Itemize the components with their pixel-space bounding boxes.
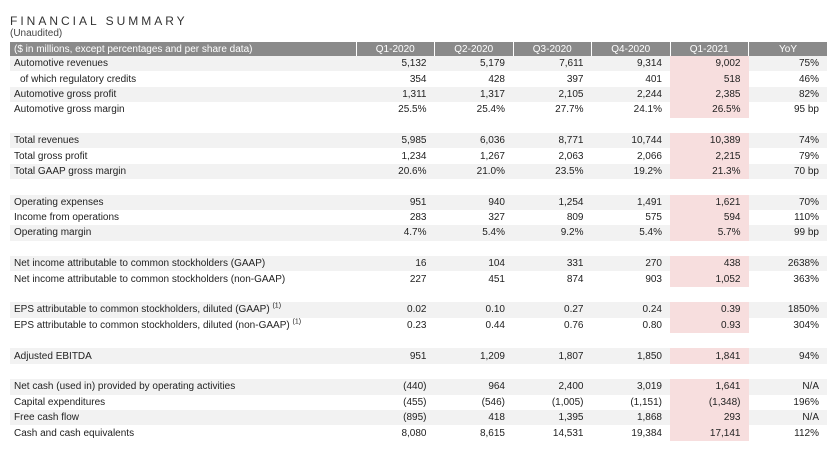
value-cell: 964	[435, 379, 514, 394]
table-row	[10, 210, 827, 225]
row-label	[10, 318, 356, 333]
value-cell: 79%	[749, 148, 828, 163]
table-row	[10, 256, 827, 271]
value-cell: 94%	[749, 348, 828, 363]
value-cell: 21.3%	[670, 164, 749, 179]
row-label-text: Free cash flow	[14, 412, 80, 424]
table-row	[10, 348, 827, 363]
row-label	[10, 56, 356, 71]
row-label-text: Operating expenses	[14, 196, 104, 208]
value-cell: 0.24	[592, 302, 671, 317]
value-cell: 940	[435, 195, 514, 210]
column-header-q3-2020: Q3-2020	[513, 42, 592, 56]
value-cell: 363%	[749, 271, 828, 286]
value-cell: (546)	[435, 395, 514, 410]
table-row	[10, 87, 827, 102]
value-cell: (440)	[356, 379, 435, 394]
value-cell: 0.80	[592, 318, 671, 333]
footnote-marker: (1)	[272, 303, 282, 311]
value-cell: 46%	[749, 71, 828, 86]
row-label-text: Total GAAP gross margin	[14, 165, 127, 177]
report-title: FINANCIAL SUMMARY	[10, 14, 188, 28]
value-cell: 70%	[749, 195, 828, 210]
value-cell: 293	[670, 410, 749, 425]
value-cell: 0.44	[435, 318, 514, 333]
spacer-row	[10, 364, 827, 379]
row-label-text: Capital expenditures	[14, 396, 106, 408]
value-cell: 518	[670, 71, 749, 86]
value-cell: 1,254	[513, 195, 592, 210]
value-cell: 951	[356, 195, 435, 210]
value-cell: 9,002	[670, 56, 749, 71]
value-cell: 8,080	[356, 425, 435, 440]
value-cell: 27.7%	[513, 102, 592, 117]
value-cell: 1,850	[592, 348, 671, 363]
value-cell: 1,621	[670, 195, 749, 210]
value-cell: 2,215	[670, 148, 749, 163]
value-cell: 14,531	[513, 425, 592, 440]
spacer-row	[10, 287, 827, 302]
spacer-row	[10, 179, 827, 194]
table-row	[10, 56, 827, 71]
row-label-text: Net cash (used in) provided by operating activities	[14, 381, 236, 393]
value-cell: 874	[513, 271, 592, 286]
column-header-yoy: YoY	[749, 42, 828, 56]
value-cell: 82%	[749, 87, 828, 102]
spacer-row	[10, 241, 827, 256]
value-cell: 10,389	[670, 133, 749, 148]
value-cell: 9,314	[592, 56, 671, 71]
value-cell: 428	[435, 71, 514, 86]
row-label	[10, 210, 356, 225]
row-label	[10, 102, 356, 117]
row-label	[10, 87, 356, 102]
row-label	[10, 410, 356, 425]
value-cell: 1,641	[670, 379, 749, 394]
row-label-text: Automotive gross margin	[14, 104, 125, 116]
row-label	[10, 302, 356, 317]
value-cell: 5.4%	[592, 225, 671, 240]
value-cell: 2,244	[592, 87, 671, 102]
value-cell: 25.4%	[435, 102, 514, 117]
table-header-row	[10, 42, 827, 56]
value-cell: 6,036	[435, 133, 514, 148]
row-label-text: of which regulatory credits	[20, 73, 137, 85]
value-cell: (895)	[356, 410, 435, 425]
row-label	[10, 71, 356, 86]
value-cell: 110%	[749, 210, 828, 225]
value-cell: N/A	[749, 379, 828, 394]
spacer-cell	[10, 179, 827, 194]
value-cell: 21.0%	[435, 164, 514, 179]
value-cell: 1,868	[592, 410, 671, 425]
table-row	[10, 395, 827, 410]
row-label-text: Income from operations	[14, 212, 120, 224]
row-label	[10, 348, 356, 363]
value-cell: 70 bp	[749, 164, 828, 179]
value-cell: 354	[356, 71, 435, 86]
value-cell: 5,179	[435, 56, 514, 71]
value-cell: 0.23	[356, 318, 435, 333]
value-cell: (1,151)	[592, 395, 671, 410]
value-cell: 270	[592, 256, 671, 271]
table-row	[10, 225, 827, 240]
value-cell: 0.02	[356, 302, 435, 317]
value-cell: 8,771	[513, 133, 592, 148]
value-cell: (1,348)	[670, 395, 749, 410]
value-cell: 0.39	[670, 302, 749, 317]
value-cell: 5.4%	[435, 225, 514, 240]
value-cell: 112%	[749, 425, 828, 440]
value-cell: 2638%	[749, 256, 828, 271]
table-body	[10, 56, 827, 441]
value-cell: 0.76	[513, 318, 592, 333]
value-cell: 1,234	[356, 148, 435, 163]
value-cell: 809	[513, 210, 592, 225]
table-row	[10, 379, 827, 394]
value-cell: 418	[435, 410, 514, 425]
table-row	[10, 71, 827, 86]
report-subtitle: (Unaudited)	[10, 28, 63, 39]
row-label	[10, 395, 356, 410]
value-cell: 104	[435, 256, 514, 271]
value-cell: 951	[356, 348, 435, 363]
value-cell: 24.1%	[592, 102, 671, 117]
footnote-marker: (1)	[292, 318, 302, 326]
value-cell: 438	[670, 256, 749, 271]
row-label-text: Total gross profit	[14, 150, 88, 162]
table-row	[10, 318, 827, 333]
value-cell: 8,615	[435, 425, 514, 440]
value-cell: 99 bp	[749, 225, 828, 240]
value-cell: 74%	[749, 133, 828, 148]
value-cell: 23.5%	[513, 164, 592, 179]
row-label-text: Net income attributable to common stockholders (GAAP)	[14, 258, 266, 270]
row-label	[10, 425, 356, 440]
value-cell: 0.93	[670, 318, 749, 333]
value-cell: 2,063	[513, 148, 592, 163]
value-cell: (455)	[356, 395, 435, 410]
row-label	[10, 225, 356, 240]
row-label	[10, 195, 356, 210]
table-row	[10, 302, 827, 317]
value-cell: 575	[592, 210, 671, 225]
spacer-row	[10, 333, 827, 348]
column-header-label: ($ in millions, except percentages and per share data)	[10, 42, 356, 56]
column-header-q4-2020: Q4-2020	[592, 42, 671, 56]
value-cell: 1,267	[435, 148, 514, 163]
value-cell: 401	[592, 71, 671, 86]
value-cell: 19,384	[592, 425, 671, 440]
row-label-text: Net income attributable to common stockholders (non-GAAP)	[14, 273, 286, 285]
row-label	[10, 271, 356, 286]
value-cell: 9.2%	[513, 225, 592, 240]
value-cell: 1,311	[356, 87, 435, 102]
value-cell: 196%	[749, 395, 828, 410]
row-label	[10, 379, 356, 394]
spacer-cell	[10, 333, 827, 348]
value-cell: 397	[513, 71, 592, 86]
value-cell: 1,209	[435, 348, 514, 363]
value-cell: 1850%	[749, 302, 828, 317]
row-label	[10, 256, 356, 271]
value-cell: 25.5%	[356, 102, 435, 117]
row-label	[10, 148, 356, 163]
value-cell: 451	[435, 271, 514, 286]
value-cell: 10,744	[592, 133, 671, 148]
value-cell: 304%	[749, 318, 828, 333]
spacer-cell	[10, 241, 827, 256]
value-cell: 5,132	[356, 56, 435, 71]
value-cell: 331	[513, 256, 592, 271]
financial-summary-table	[10, 42, 827, 441]
value-cell: 283	[356, 210, 435, 225]
value-cell: 16	[356, 256, 435, 271]
value-cell: 19.2%	[592, 164, 671, 179]
row-label-text: Adjusted EBITDA	[14, 350, 92, 362]
value-cell: 1,491	[592, 195, 671, 210]
value-cell: 95 bp	[749, 102, 828, 117]
table-row	[10, 133, 827, 148]
table-row	[10, 271, 827, 286]
value-cell: 4.7%	[356, 225, 435, 240]
table-row	[10, 195, 827, 210]
value-cell: 1,841	[670, 348, 749, 363]
value-cell: 20.6%	[356, 164, 435, 179]
value-cell: 5,985	[356, 133, 435, 148]
spacer-cell	[10, 118, 827, 133]
value-cell: 1,317	[435, 87, 514, 102]
row-label	[10, 164, 356, 179]
value-cell: 2,400	[513, 379, 592, 394]
row-label-text: Operating margin	[14, 227, 92, 239]
row-label-text: Automotive gross profit	[14, 88, 117, 100]
row-label-text: EPS attributable to common stockholders, diluted (non-GAAP)	[14, 319, 290, 331]
row-label	[10, 133, 356, 148]
value-cell: 7,611	[513, 56, 592, 71]
row-label-text: Cash and cash equivalents	[14, 427, 135, 439]
value-cell: 0.10	[435, 302, 514, 317]
value-cell: 5.7%	[670, 225, 749, 240]
value-cell: 1,395	[513, 410, 592, 425]
row-label-text: Total revenues	[14, 135, 80, 147]
value-cell: 2,105	[513, 87, 592, 102]
value-cell: 2,385	[670, 87, 749, 102]
table-row	[10, 102, 827, 117]
value-cell: (1,005)	[513, 395, 592, 410]
value-cell: 75%	[749, 56, 828, 71]
table-row	[10, 164, 827, 179]
value-cell: 1,807	[513, 348, 592, 363]
value-cell: 227	[356, 271, 435, 286]
value-cell: 1,052	[670, 271, 749, 286]
column-header-q1-2020: Q1-2020	[356, 42, 435, 56]
value-cell: 0.27	[513, 302, 592, 317]
value-cell: 327	[435, 210, 514, 225]
spacer-cell	[10, 287, 827, 302]
column-header-q2-2020: Q2-2020	[435, 42, 514, 56]
table-row	[10, 425, 827, 440]
spacer-cell	[10, 364, 827, 379]
table-row	[10, 410, 827, 425]
row-label-text: Automotive revenues	[14, 58, 108, 70]
column-header-q1-2021: Q1-2021	[670, 42, 749, 56]
value-cell: 903	[592, 271, 671, 286]
value-cell: 3,019	[592, 379, 671, 394]
value-cell: 26.5%	[670, 102, 749, 117]
value-cell: 594	[670, 210, 749, 225]
value-cell: N/A	[749, 410, 828, 425]
spacer-row	[10, 118, 827, 133]
value-cell: 17,141	[670, 425, 749, 440]
row-label-text: EPS attributable to common stockholders, diluted (GAAP)	[14, 304, 270, 316]
table-row	[10, 148, 827, 163]
value-cell: 2,066	[592, 148, 671, 163]
